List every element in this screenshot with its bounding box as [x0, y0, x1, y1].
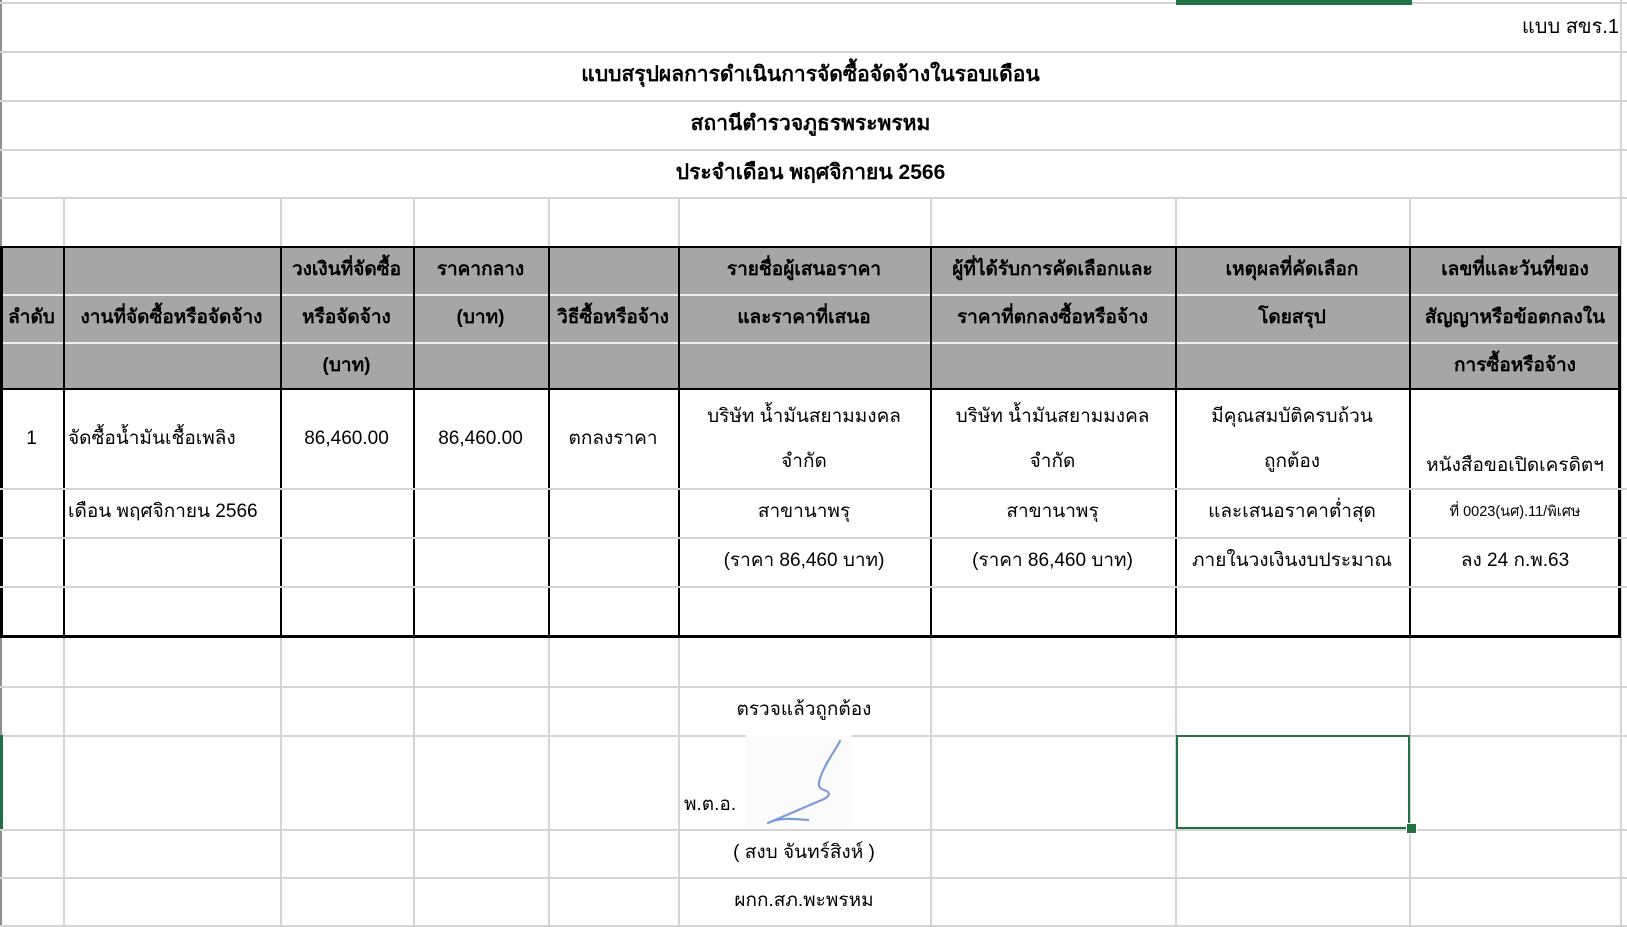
doc-title-line1: แบบสรุปผลการดำเนินการจัดซื้อจัดจ้างในรอบเดือน: [581, 63, 1040, 86]
fill-handle[interactable]: [1406, 823, 1417, 834]
doc-title-line2: สถานีตำรวจภูธรพระพรหม: [690, 112, 931, 135]
active-cell-selection[interactable]: [1176, 735, 1410, 829]
cell-selected-line3[interactable]: สาขานาพรุ: [1006, 501, 1099, 522]
gridline: [0, 537, 1627, 539]
cell-bidder-line4[interactable]: (ราคา 86,460 บาท): [723, 550, 885, 571]
col-header-selected-line2[interactable]: ราคาที่ตกลงซื้อหรือจ้าง: [956, 307, 1149, 328]
cell-selected-line2[interactable]: จำกัด: [1029, 451, 1076, 472]
col-header-bidders-line1[interactable]: รายชื่อผู้เสนอราคา: [726, 259, 882, 280]
col-header-reason-line1[interactable]: เหตุผลที่คัดเลือก: [1225, 259, 1359, 280]
cell-bidder-line3[interactable]: สาขานาพรุ: [757, 501, 851, 522]
gridline: [0, 149, 1627, 151]
gridline: [0, 51, 1627, 53]
header-subrow-line: [1, 342, 1619, 344]
gridline: [548, 197, 550, 246]
col-header-reason-line2[interactable]: โดยสรุป: [1258, 307, 1326, 328]
gridline: [413, 638, 415, 927]
col-header-bidders-line2[interactable]: และราคาที่เสนอ: [737, 307, 871, 328]
gridline: [63, 638, 65, 927]
gridline: [0, 197, 1627, 199]
gridline: [930, 197, 932, 246]
col-header-midprice-line2[interactable]: (บาท): [456, 307, 505, 328]
col-header-method[interactable]: วิธีซื้อหรือจ้าง: [557, 307, 669, 328]
cell-contract-line1[interactable]: หนังสือขอเปิดเครดิตฯ: [1426, 455, 1604, 476]
col-header-midprice-line1[interactable]: ราคากลาง: [436, 259, 525, 280]
signature-icon: [740, 733, 860, 831]
col-header-contract-line1[interactable]: เลขที่และวันที่ของ: [1441, 259, 1589, 280]
doc-title-line3: ประจำเดือน พฤศจิกายน 2566: [675, 161, 946, 184]
cell-budget[interactable]: 86,460.00: [304, 428, 389, 449]
cell-contract-line3[interactable]: ลง 24 ก.พ.63: [1460, 550, 1570, 571]
gridline: [548, 638, 550, 927]
signer-position[interactable]: ผกก.สภ.พะพรหม: [734, 890, 874, 911]
cell-reason-line2[interactable]: ถูกต้อง: [1263, 451, 1321, 472]
col-header-selected-line1[interactable]: ผู้ที่ได้รับการคัดเลือกและ: [952, 259, 1153, 280]
gridline: [413, 197, 415, 246]
cell-contract-line2[interactable]: ที่ 0023(นศ).11/พิเศษ: [1449, 504, 1581, 520]
verified-text[interactable]: ตรวจแล้วถูกต้อง: [736, 699, 872, 720]
gridline: [678, 197, 680, 246]
cell-selected-line1[interactable]: บริษัท น้ำมันสยามมงคล: [955, 406, 1150, 427]
gridline: [63, 197, 65, 246]
signer-rank[interactable]: พ.ต.อ.: [684, 794, 737, 815]
col-header-task[interactable]: งานที่จัดซื้อหรือจัดจ้าง: [80, 307, 263, 328]
cell-method[interactable]: ตกลงราคา: [568, 428, 658, 449]
gridline: [930, 638, 932, 927]
table-border-top: [0, 246, 1621, 248]
cell-task-line2[interactable]: เดือน พฤศจิกายน 2566: [68, 501, 258, 522]
gridline: [0, 586, 1627, 588]
gridline: [1409, 197, 1411, 246]
col-header-budget-line3[interactable]: (บาท): [322, 355, 371, 376]
cell-bidder-line2[interactable]: จำกัด: [781, 451, 827, 472]
gridline: [0, 877, 1627, 879]
cell-reason-line3[interactable]: และเสนอราคาต่ำสุด: [1208, 501, 1376, 522]
gridline: [0, 100, 1627, 102]
gridline: [678, 638, 680, 927]
cell-reason-line1[interactable]: มีคุณสมบัติครบถ้วน: [1211, 406, 1373, 427]
gridline: [0, 488, 1627, 490]
col-header-contract-line2[interactable]: สัญญาหรือข้อตกลงใน: [1424, 307, 1606, 328]
gridline: [280, 638, 282, 927]
cell-order[interactable]: 1: [26, 428, 37, 449]
col-header-budget-line1[interactable]: วงเงินที่จัดซื้อ: [291, 259, 401, 280]
table-border-bottom: [0, 635, 1621, 638]
signer-name[interactable]: ( สงบ จันทร์สิงห์ ): [733, 842, 875, 863]
cell-bidder-line1[interactable]: บริษัท น้ำมันสยามมงคล: [707, 406, 901, 427]
table-border-headerbottom: [0, 388, 1621, 390]
selection-left-edge: [0, 735, 3, 829]
form-code: แบบ สขร.1: [1521, 16, 1619, 38]
col-header-budget-line2[interactable]: หรือจัดจ้าง: [302, 307, 391, 328]
cell-reason-line4[interactable]: ภายในวงเงินงบประมาณ: [1192, 550, 1392, 571]
cell-midprice[interactable]: 86,460.00: [438, 428, 523, 449]
col-header-contract-line3[interactable]: การซื้อหรือจ้าง: [1454, 355, 1576, 376]
col-header-order[interactable]: ลำดับ: [8, 307, 55, 328]
gridline: [0, 686, 1627, 688]
header-subrow-line: [1, 294, 1619, 296]
cell-selected-line4[interactable]: (ราคา 86,460 บาท): [972, 550, 1133, 571]
gridline: [1175, 197, 1177, 246]
selection-top-edge: [1176, 0, 1412, 5]
cell-task-line1[interactable]: จัดซื้อน้ำมันเชื้อเพลิง: [68, 428, 236, 449]
gridline: [280, 197, 282, 246]
